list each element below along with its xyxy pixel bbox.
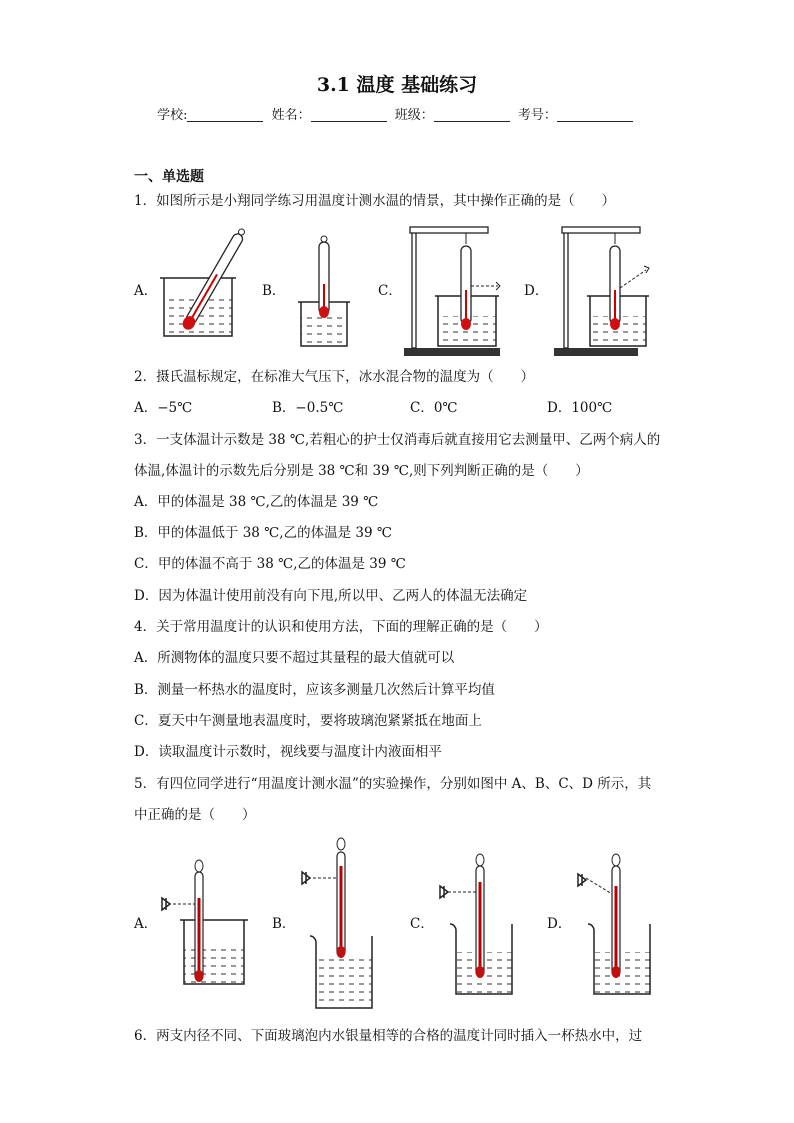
- q1-label-a: A．: [134, 283, 158, 299]
- q1-stem: 1．如图所示是小翔同学练习用温度计测水温的情景，其中操作正确的是（ ）: [134, 193, 616, 209]
- q1-figure-d: [552, 224, 652, 358]
- q1-figure-a: [158, 232, 248, 342]
- name-label: 姓名：: [271, 108, 311, 123]
- q5-label-d: D．: [547, 916, 572, 932]
- q5-stem-line1: 5．有四位同学进行“用温度计测水温”的实验操作，分别如图中 A、B、C、D 所示，其: [134, 776, 652, 792]
- q1-label-c: C．: [378, 283, 402, 299]
- q5-stem-line2: 中正确的是（ ）: [134, 807, 256, 823]
- q3-option-d: D．因为体温计使用前没有向下甩,所以甲、乙两人的体温无法确定: [134, 588, 528, 604]
- q2-option-b: B．−0.5℃: [272, 400, 344, 416]
- q3-option-b: B．甲的体温低于 38 ℃,乙的体温是 39 ℃: [134, 525, 392, 541]
- school-blank: [187, 107, 263, 122]
- q5-label-a: A．: [134, 916, 158, 932]
- q4-option-d: D．读取温度计示数时，视线要与温度计内液面相平: [134, 744, 442, 760]
- q4-option-a: A．所测物体的温度只要不超过其量程的最大值就可以: [134, 650, 455, 666]
- q4-option-b: B．测量一杯热水的温度时，应该多测量几次然后计算平均值: [134, 682, 495, 698]
- class-blank: [434, 107, 510, 122]
- q4-option-c: C．夏天中午测量地表温度时，要将玻璃泡紧紧抵在地面上: [134, 713, 482, 729]
- q4-stem: 4．关于常用温度计的认识和使用方法，下面的理解正确的是（ ）: [134, 619, 548, 635]
- name-blank: [311, 107, 387, 122]
- q5-label-c: C．: [410, 916, 434, 932]
- q1-figure-c: [402, 224, 502, 358]
- q2-stem: 2．摄氏温标规定，在标准大气压下，冰水混合物的温度为（ ）: [134, 369, 535, 385]
- page-title: 3.1 温度 基础练习: [316, 74, 478, 96]
- q1-label-d: D．: [524, 283, 549, 299]
- q1-figure-b: [296, 234, 352, 350]
- q3-stem-line1: 3．一支体温计示数是 38 ℃,若粗心的护士仅消毒后就直接用它去测量甲、乙两个病人的: [134, 432, 661, 448]
- school-label: 学校:: [157, 108, 188, 123]
- section-title: 一、单选题: [134, 169, 204, 185]
- q5-figure-d: [574, 852, 664, 998]
- q2-option-d: D．100℃: [547, 400, 613, 416]
- q5-figure-c: [436, 852, 526, 998]
- exam-no-blank: [557, 107, 633, 122]
- q5-figure-b: [298, 836, 378, 1012]
- q3-option-a: A．甲的体温是 38 ℃,乙的体温是 39 ℃: [134, 494, 379, 510]
- class-label: 班级：: [394, 108, 434, 123]
- student-info-row: [0, 104, 794, 123]
- q1-label-b: B．: [262, 283, 286, 299]
- q2-option-a: A．−5℃: [134, 400, 193, 416]
- q3-stem-line2: 体温,体温计的示数先后分别是 38 ℃和 39 ℃,则下列判断正确的是（ ）: [134, 463, 589, 479]
- q5-label-b: B．: [272, 916, 296, 932]
- exam-no-label: 考号：: [517, 108, 557, 123]
- q3-option-c: C．甲的体温不高于 38 ℃,乙的体温是 39 ℃: [134, 556, 406, 572]
- q2-option-c: C．0℃: [410, 400, 458, 416]
- q5-figure-a: [160, 858, 250, 988]
- q6-stem: 6．两支内径不同、下面玻璃泡内水银量相等的合格的温度计同时插入一杯热水中，过: [134, 1028, 643, 1044]
